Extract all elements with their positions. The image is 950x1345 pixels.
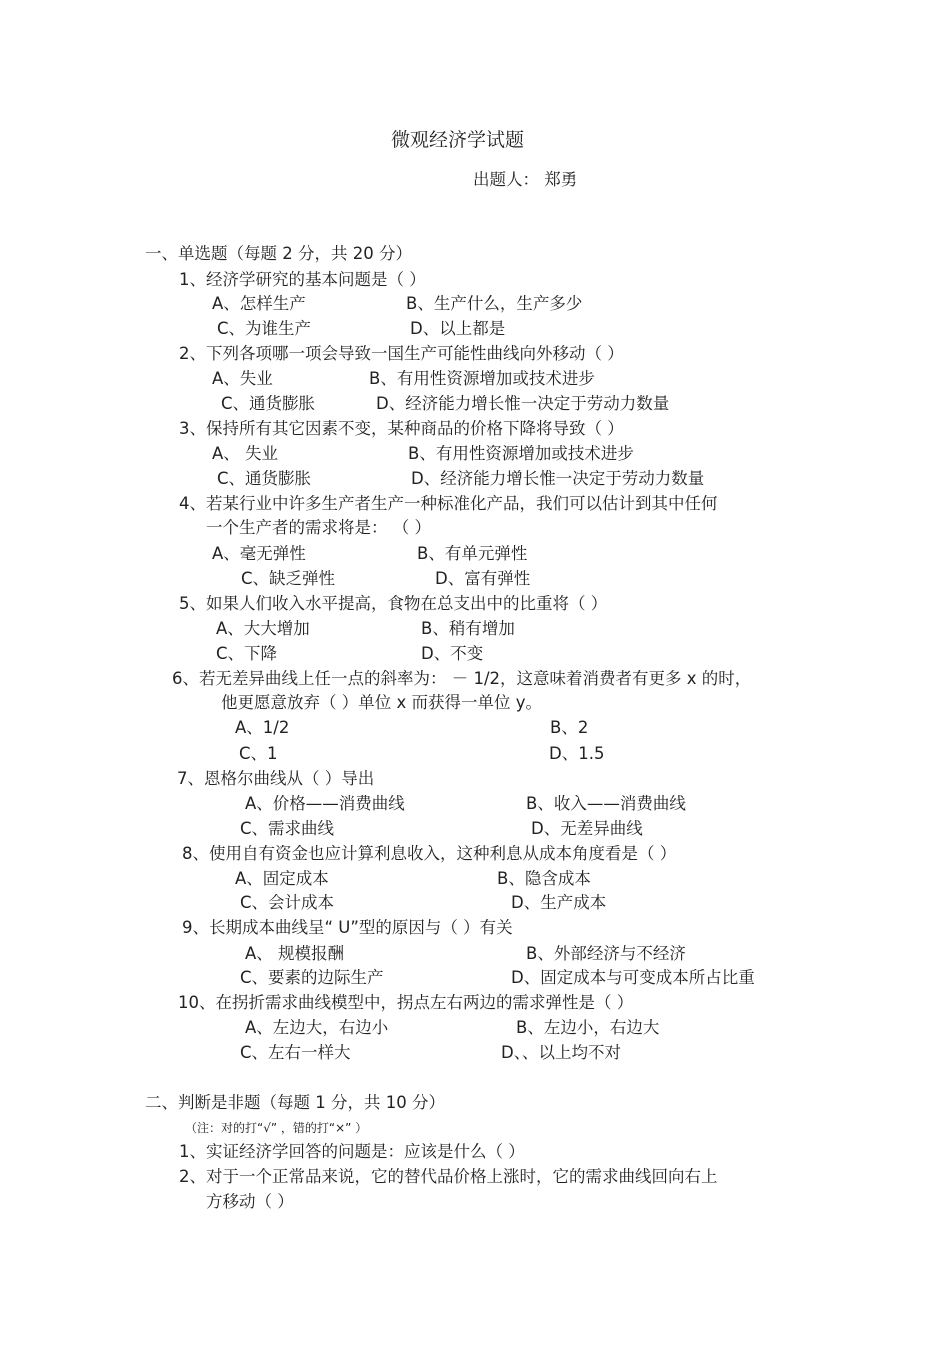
question-6-option-a: A、1/2 <box>235 718 290 737</box>
question-5-option-a: A、大大增加 <box>216 619 310 638</box>
question-7-option-b: B、收入——消费曲线 <box>526 794 686 813</box>
question-7-stem: 7、恩格尔曲线从（ ）导出 <box>177 769 375 788</box>
question-3-option-c: C、通货膨胀 <box>217 469 312 488</box>
question-1-stem: 1、经济学研究的基本问题是（ ） <box>179 270 426 289</box>
question-2-option-b: B、有用性资源增加或技术进步 <box>369 369 595 388</box>
question-8-stem: 8、使用自有资金也应计算利息收入，这种利息从成本角度看是（ ） <box>182 844 677 863</box>
question-2-stem: 2、下列各项哪一项会导致一国生产可能性曲线向外移动（ ） <box>179 344 624 363</box>
question-10-stem: 10、在拐折需求曲线模型中，拐点左右两边的需求弹性是（ ） <box>178 993 634 1012</box>
question-4-option-c: C、缺乏弹性 <box>241 569 336 588</box>
question-7-option-a: A、价格——消费曲线 <box>245 794 405 813</box>
question-9-option-b: B、外部经济与不经济 <box>526 944 686 963</box>
question-8-option-b: B、隐含成本 <box>497 869 591 888</box>
question-9-stem: 9、长期成本曲线呈“ U”型的原因与（ ）有关 <box>182 918 513 937</box>
question-4-option-a: A、毫无弹性 <box>212 544 306 563</box>
judgement-2-stem-cont: 方移动（ ） <box>206 1192 294 1211</box>
question-4-stem: 4、若某行业中许多生产者生产一种标准化产品，我们可以估计到其中任何 <box>179 494 718 513</box>
question-5-stem: 5、如果人们收入水平提高，食物在总支出中的比重将（ ） <box>179 594 608 613</box>
section2-heading: 二、判断是非题（每题 1 分，共 10 分） <box>145 1093 445 1112</box>
question-1-option-d: D、以上都是 <box>410 319 506 338</box>
question-9-option-d: D、固定成本与可变成本所占比重 <box>511 968 755 987</box>
question-8-option-d: D、生产成本 <box>511 893 607 912</box>
question-5-option-b: B、稍有增加 <box>421 619 515 638</box>
question-5-option-d: D、不变 <box>421 644 484 663</box>
question-3-option-d: D、经济能力增长惟一决定于劳动力数量 <box>411 469 705 488</box>
question-10-option-d: D、、以上均不对 <box>501 1043 621 1062</box>
question-4-option-d: D、富有弹性 <box>435 569 531 588</box>
question-3-option-b: B、有用性资源增加或技术进步 <box>408 444 634 463</box>
question-6-stem: 6、若无差异曲线上任一点的斜率为： － 1/2，这意味着消费者有更多 x 的时， <box>172 669 752 688</box>
question-7-option-c: C、需求曲线 <box>240 819 335 838</box>
question-1-option-c: C、为谁生产 <box>217 319 312 338</box>
question-10-option-a: A、左边大，右边小 <box>245 1018 389 1037</box>
question-3-stem: 3、保持所有其它因素不变，某种商品的价格下降将导致（ ） <box>179 419 624 438</box>
question-2-option-c: C、通货膨胀 <box>221 394 316 413</box>
question-6-option-b: B、2 <box>550 718 589 737</box>
question-3-option-a: A、 失业 <box>212 444 279 463</box>
judgement-2-stem: 2、对于一个正常品来说，它的替代品价格上涨时，它的需求曲线回向右上 <box>179 1167 718 1186</box>
question-4-stem-cont: 一个生产者的需求将是： （ ） <box>206 518 431 537</box>
question-6-option-d: D、1.5 <box>549 744 605 763</box>
question-6-option-c: C、1 <box>239 744 278 763</box>
question-5-option-c: C、下降 <box>216 644 278 663</box>
question-8-option-a: A、固定成本 <box>235 869 329 888</box>
question-8-option-c: C、会计成本 <box>240 893 335 912</box>
question-9-option-c: C、要素的边际生产 <box>240 968 384 987</box>
question-1-option-b: B、生产什么，生产多少 <box>406 294 583 313</box>
section1-heading: 一、单选题（每题 2 分，共 20 分） <box>145 244 412 263</box>
page-title: 微观经济学试题 <box>391 129 525 151</box>
question-9-option-a: A、 规模报酬 <box>245 944 345 963</box>
question-2-option-d: D、经济能力增长惟一决定于劳动力数量 <box>376 394 670 413</box>
section2-note: （注：对的打“√” ，错的打“×” ） <box>185 1121 368 1135</box>
question-2-option-a: A、失业 <box>212 369 273 388</box>
author-line: 出题人： 郑勇 <box>473 170 578 189</box>
question-7-option-d: D、无差异曲线 <box>531 819 643 838</box>
question-1-option-a: A、怎样生产 <box>212 294 306 313</box>
question-6-stem-cont: 他更愿意放弃（ ）单位 x 而获得一单位 y。 <box>221 693 543 712</box>
question-10-option-b: B、左边小，右边大 <box>516 1018 660 1037</box>
question-4-option-b: B、有单元弹性 <box>417 544 528 563</box>
judgement-1-stem: 1、实证经济学回答的问题是：应该是什么（ ） <box>179 1142 525 1161</box>
question-10-option-c: C、左右一样大 <box>240 1043 351 1062</box>
